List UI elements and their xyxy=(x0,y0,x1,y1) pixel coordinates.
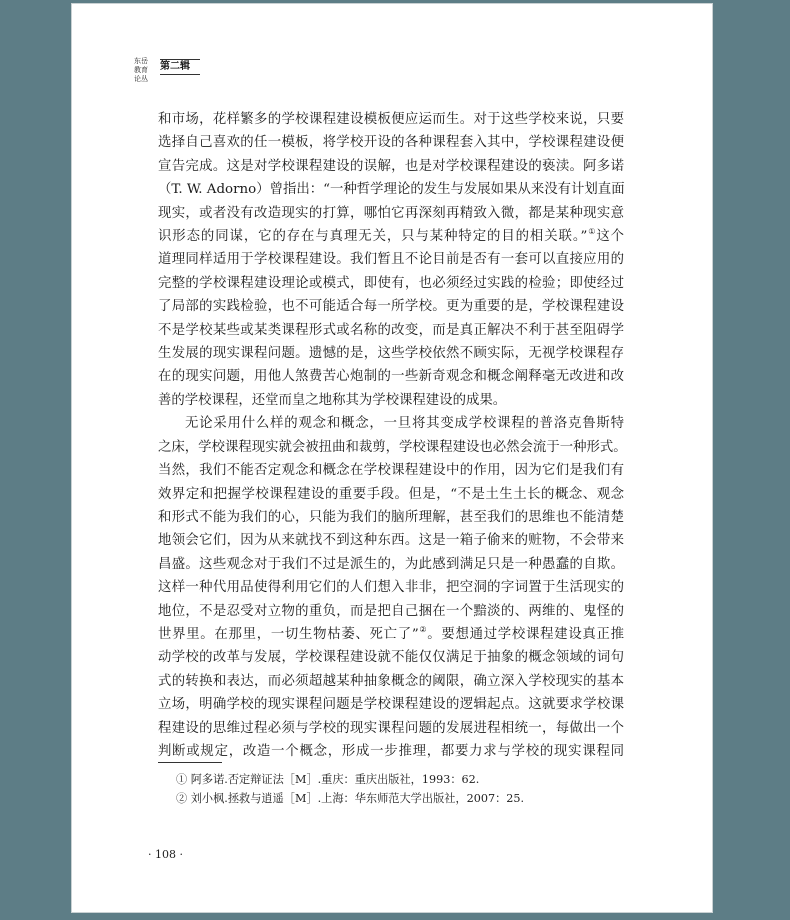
series-line: 论丛 xyxy=(134,75,148,83)
text-line: 之床，学校课程现实就会被扭曲和裁剪，学校课程建设也必然会流于一种形式。 xyxy=(158,439,627,455)
series-line: 教育 xyxy=(134,66,148,74)
text-line: 不是学校某些或某类课程形式或名称的改变，而是真正解决不利于甚至阻碍学 xyxy=(158,322,624,338)
text-fragment: 。要想通过学校课程建设真正推 xyxy=(427,626,625,642)
text-line: 在的现实问题，用他人煞费苦心炮制的一些新奇观念和概念阐释毫无改进和改 xyxy=(158,369,624,385)
footnote-ref-1[interactable]: ① xyxy=(587,227,597,237)
text-line: 式的转换和表达，而必须超越某种抽象概念的阈限，确立深入学校现实的基本 xyxy=(158,673,624,689)
text-line: 判断或规定，改造一个概念，形成一步推理，都要力求与学校的现实课程同 xyxy=(158,743,624,759)
footnote-ref-2[interactable]: ② xyxy=(418,624,428,634)
text-line: 善的学校课程，还堂而皇之地称其为学校课程建设的成果。 xyxy=(158,392,507,408)
text-line: （T. W. Adorno）曾指出：“一种哲学理论的发生与发展如果从来没有计划直面 xyxy=(158,182,625,198)
text-line: 无论采用什么样的观念和概念，一旦将其变成学校课程的普洛克鲁斯特 xyxy=(185,416,624,432)
text-line: 和市场，花样繁多的学校课程建设模板便应运而生。对于这些学校来说，只要 xyxy=(158,112,624,127)
text-line: 宣告完成。这是对学校课程建设的误解，也是对学校课程建设的亵渎。阿多诺 xyxy=(158,158,624,174)
text-line: 当然，我们不能否定观念和概念在学校课程建设中的作用，因为它们是我们有 xyxy=(158,463,624,479)
text-line: 完整的学校课程建设理论或模式，即使有，也必须经过实践的检验；即使经过 xyxy=(158,275,624,291)
running-header-volume: 第二辑 xyxy=(160,59,200,75)
page-number: · 108 · xyxy=(148,848,183,861)
text-line: 程建设的思维过程必须与学校的现实课程问题的发展进程相统一，每做出一个 xyxy=(158,720,624,736)
text-line: 生发展的现实课程问题。遗憾的是，这些学校依然不顾实际，无视学校课程存 xyxy=(158,346,624,362)
text-line: 和形式不能为我们的心，只能为我们的脑所理解，甚至我们的思维也不能清楚 xyxy=(158,509,624,525)
footnote-item: ① 阿多诺.否定辩证法［M］.重庆：重庆出版社，1993：62. xyxy=(176,773,480,786)
footnotes xyxy=(176,770,616,808)
text-line: 立场，明确学校的现实课程问题是学校课程建设的逻辑起点。这就要求学校课 xyxy=(158,697,624,713)
text-fragment: 识形态的同谋，它的存在与真理无关，只与某种特定的目的相关联。” xyxy=(158,229,588,245)
footnote-divider xyxy=(158,762,222,763)
body-text xyxy=(158,108,627,763)
text-line: 昌盛。这些观念对于我们不过是派生的，为此感到满足只是一种愚蠢的自欺。 xyxy=(158,556,624,572)
text-line: 道理同样适用于学校课程建设。我们暂且不论目前是否有一套可以直接应用的 xyxy=(158,252,624,268)
text-line: 效界定和把握学校课程建设的重要手段。但是，“不是土生土长的概念、观念 xyxy=(158,486,624,502)
text-line: 现实，或者没有改造现实的打算，哪怕它再深刻再精致入微，都是某种现实意 xyxy=(158,205,624,221)
text-line: 选择自己喜欢的任一模板，将学校开设的各种课程套入其中，学校课程建设便 xyxy=(158,135,624,151)
text-line: 这样一种代用品使得利用它们的人们想入非非，把空洞的字词置于生活现实的 xyxy=(158,580,624,596)
series-line: 东岳 xyxy=(134,57,148,65)
book-page xyxy=(72,4,712,912)
text-line: 动学校的改革与发展，学校课程建设就不能仅仅满足于抽象的概念领域的词句 xyxy=(158,650,624,666)
text-line: 地领会它们，因为从来就找不到这种东西。这是一箱子偷来的赃物，不会带来 xyxy=(158,533,624,549)
running-header-series xyxy=(134,57,158,84)
text-fragment: 世界里。在那里，一切生物枯萎、死亡了” xyxy=(158,626,419,642)
text-line xyxy=(158,623,624,646)
footnote-item: ② 刘小枫.拯救与逍遥［M］.上海：华东师范大学出版社，2007：25. xyxy=(176,792,525,805)
text-line xyxy=(158,225,624,248)
text-fragment: 这个 xyxy=(596,229,625,245)
text-line: 地位，不是忍受对立物的重负，而是把自己捆在一个黯淡的、两维的、鬼怪的 xyxy=(158,603,624,619)
text-line: 了局部的实践检验，也不可能适合每一所学校。更为重要的是，学校课程建设 xyxy=(158,299,624,315)
